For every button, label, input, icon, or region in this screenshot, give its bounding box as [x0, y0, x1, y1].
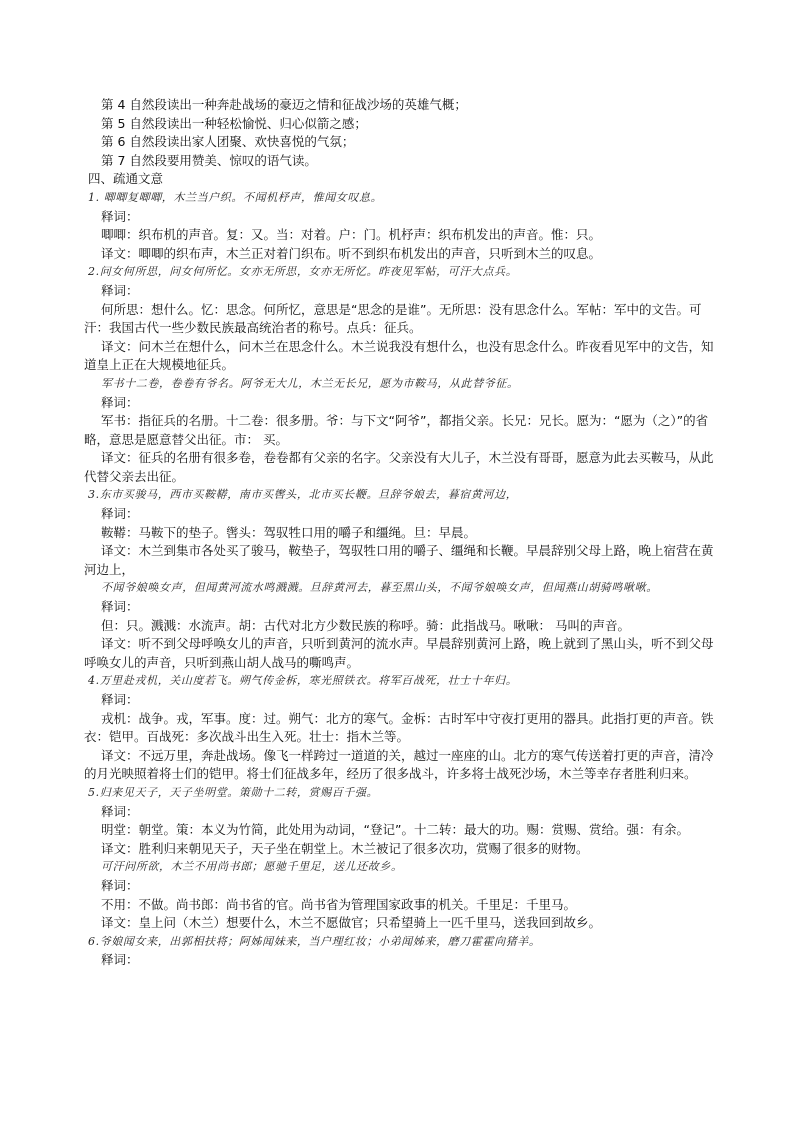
- text-paragraph: 1. 唧唧复唧唧，木兰当户织。不闻机杼声，惟闻女叹息。: [88, 190, 383, 204]
- text-paragraph: 可汗问所欲，木兰不用尚书郎；愿驰千里足，送儿还故乡。: [101, 860, 403, 874]
- text-paragraph: 译文：木兰到集市各处买了骏马，鞍垫子，驾驭牲口用的嚼子、缰绳和长鞭。早晨辞别父母上路，晚上宿营在黄河边上，: [84, 543, 714, 577]
- text-paragraph: 释词：: [101, 877, 139, 893]
- text-paragraph: 2.问女何所思，问女何所忆。女亦无所思，女亦无所忆。昨夜见军帖，可汗大点兵。: [88, 265, 518, 279]
- text-paragraph: 不闻爷娘唤女声，但闻黄河流水鸣溅溅。旦辞黄河去，暮至黑山头，不闻爷娘唤女声，但闻燕山胡骑鸣啾啾。: [101, 581, 658, 595]
- text-paragraph: 不用：不做。尚书郎：尚书省的官。尚书省为管理国家政事的机关。千里足：千里马。: [101, 896, 577, 912]
- text-paragraph: 释词：: [101, 599, 139, 615]
- text-paragraph: 释词：: [101, 506, 139, 522]
- text-paragraph: 第 4 自然段读出一种奔赴战场的豪迈之情和征战沙场的英雄气概；: [101, 97, 467, 112]
- text-paragraph: 3.东市买骏马，西市买鞍鞯，南市买辔头，北市买长鞭。旦辞爷娘去，暮宿黄河边，: [88, 488, 518, 502]
- text-paragraph: 释词：: [101, 282, 139, 298]
- text-paragraph: 第 5 自然段读出一种轻松愉悦、归心似箭之感；: [101, 115, 367, 131]
- document-page: [84, 96, 724, 970]
- text-paragraph: 但：只。溅溅：水流声。胡：古代对北方少数民族的称呼。骑：此指战马。啾啾： 马叫的声音。: [101, 617, 630, 633]
- text-paragraph: 唧唧：织布机的声音。复：又。当：对着。户：门。机杼声：织布机发出的声音。惟：只。: [101, 227, 602, 243]
- text-paragraph: 第 6 自然段读出家人团聚、欢快喜悦的气氛；: [101, 134, 355, 150]
- text-paragraph: 军书十二卷，卷卷有爷名。阿爷无大儿，木兰无长兄，愿为市鞍马，从此替爷征。: [101, 376, 519, 390]
- text-paragraph: 6.爷娘闻女来，出郭相扶将；阿姊闻妹来，当户理红妆；小弟闻姊来，磨刀霍霍向猪羊。: [88, 934, 541, 948]
- text-paragraph: 译文：不远万里，奔赴战场。像飞一样跨过一道道的关，越过一座座的山。北方的寒气传送着打更的声音，清冷的月光映照着将士们的铠甲。将士们征战多年，经历了很多战斗，许多将士战死沙场，木兰等幸存者胜利归来。: [84, 747, 714, 782]
- text-paragraph: 译文：听不到父母呼唤女儿的声音，只听到黄河的流水声。早晨辞别黄河上路，晚上就到了黑山头，听不到父母呼唤女儿的声音，只听到燕山胡人战马的嘶鸣声。: [84, 636, 714, 670]
- text-paragraph: 第 7 自然段要用赞美、惊叹的语气读。: [101, 152, 317, 168]
- text-paragraph: 释词：: [101, 952, 139, 968]
- text-paragraph: 四、疏通文意: [88, 171, 164, 187]
- text-paragraph: 译文：问木兰在想什么，问木兰在思念什么。木兰说我没有想什么，也没有思念什么。昨夜看见军中的文告，知道皇上正在大规模地征兵。: [84, 338, 714, 373]
- text-paragraph: 释词：: [101, 394, 139, 410]
- text-paragraph: 明堂：朝堂。策：本义为竹简，此处用为动词，“登记”。十二转：最大的功。赐：赏赐、赏给。强：有余。: [101, 822, 689, 838]
- text-paragraph: 译文：皇上问（木兰）想要什么，木兰不愿做官；只希望骑上一匹千里马，送我回到故乡。: [101, 915, 602, 931]
- text-paragraph: 译文：唧唧的织布声，木兰正对着门织布。听不到织布机发出的声音，只听到木兰的叹息。: [101, 245, 602, 261]
- text-paragraph: 释词：: [101, 803, 139, 819]
- text-paragraph: 4.万里赴戎机，关山度若飞。朔气传金柝，寒光照铁衣。将军百战死，壮士十年归。: [88, 674, 518, 688]
- text-paragraph: 译文：征兵的名册有很多卷，卷卷都有父亲的名字。父亲没有大儿子，木兰没有哥哥，愿意为此去买鞍马，从此代替父亲去出征。: [84, 450, 714, 484]
- text-paragraph: 军书：指征兵的名册。十二卷：很多册。爷：与下文“阿爷”，都指父亲。长兄：兄长。愿为：“愿为（之）”的省略，意思是愿意替父出征。市： 买。: [84, 413, 709, 447]
- text-paragraph: 5.归来见天子，天子坐明堂。策勋十二转，赏赐百千强。: [88, 785, 379, 799]
- text-paragraph: 释词：: [101, 692, 139, 707]
- text-paragraph: 鞍鞯：马鞍下的垫子。辔头：驾驭牲口用的嚼子和缰绳。旦：早晨。: [101, 524, 477, 540]
- text-paragraph: 释词：: [101, 208, 139, 224]
- text-paragraph: 译文：胜利归来朝见天子，天子坐在朝堂上。木兰被记了很多次功，赏赐了很多的财物。: [101, 840, 589, 856]
- text-paragraph: 何所思：想什么。忆：思念。何所忆，意思是“思念的是谁”。无所思：没有思念什么。军帖：军中的文告。可汗：我国古代一些少数民族最高统治者的称号。点兵：征兵。: [84, 301, 702, 336]
- text-paragraph: 戎机：战争。戎，军事。度：过。朔气：北方的寒气。金柝：古时军中守夜打更用的器具。此指打更的声音。铁衣：铠甲。百战死：多次战斗出生入死。壮士：指木兰等。: [84, 710, 714, 745]
